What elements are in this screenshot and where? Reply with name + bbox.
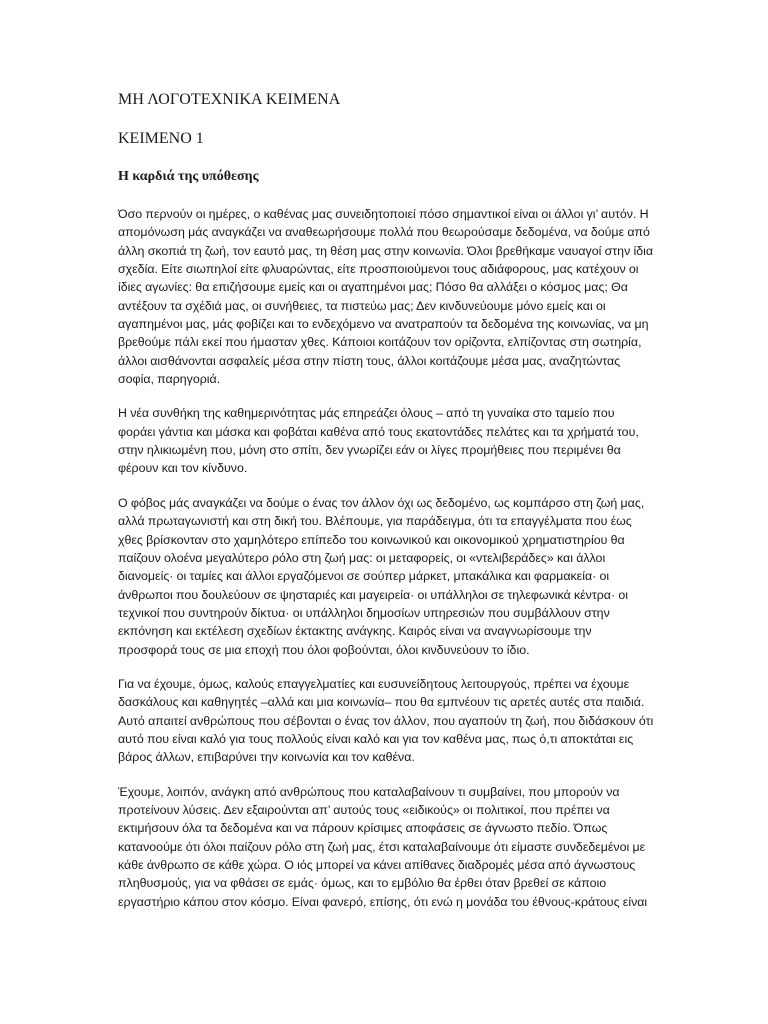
paragraph-4: Για να έχουμε, όμως, καλούς επαγγελματίες και ευσυνείδητους λειτουργούς, πρέπει να έχουμε δασκάλους και καθηγητές –αλλά και μια κοινωνία– που θα εμπνέουν τις αρετές αυτές στα παιδιά. Αυτό απαιτεί ανθρώπους που σέβονται ο ένας τον άλλον, που αγαπούν τη ζωή, που διδάσκουν ότι αυτό που είναι καλό για τους πολλούς είναι καλό και για τον καθένα μας, πως ό,τι αποκτάται εις βάρος άλλων, επιβαρύνει την κοινωνία και τον καθένα. <box>118 676 654 765</box>
document-title: ΜΗ ΛΟΓΟΤΕΧΝΙΚΑ ΚΕΙΜΕΝΑ <box>118 91 341 108</box>
paragraph-2: Η νέα συνθήκη της καθημερινότητας μάς επηρεάζει όλους – από τη γυναίκα στο ταμείο που φοράει γάντια και μάσκα και φοβάται καθένα από τους εκατοντάδες πελάτες και τα χρήματά του, στην ηλικιωμένη που, μόνη στο σπίτι, δεν γνωρίζει εάν οι λίγες προμήθειες που περιμένει θα φέρουν και τον κίνδυνο. <box>118 406 639 476</box>
document-page <box>118 82 654 911</box>
paragraph-3: Ο φόβος μάς αναγκάζει να δούμε ο ένας τον άλλον όχι ως δεδομένο, ως κομπάρσο στη ζωή μας, αλλά πρωταγωνιστή και στη δική του. Βλέπουμε, για παράδειγμα, ότι τα επαγγέλματα που έως χθες βρίσκονταν στο χαμηλότερο επίπεδο του κοινωνικού και οικονομικού χρηματιστηρίου θα παίζουν ολοένα μεγαλύτερο ρόλο στη ζωή μας: οι μεταφορείς, οι «ντελιβεράδες» και άλλοι διανομείς· οι ταμίες και άλλοι εργαζόμενοι σε σούπερ μάρκετ, μπακάλικα και φαρμακεία· οι άνθρωποι που δουλεύουν σε ψησταριές και μαγειρεία· οι υπάλληλοι σε τηλεφωνικά κέντρα· οι τεχνικοί που συντηρούν δίκτυα· οι υπάλληλοι δημοσίων υπηρεσιών που συμβάλλουν στην εκπόνηση και εκτέλεση σχεδίων έκτακτης ανάγκης. Καιρός είναι να αναγνωρίσουμε την προσφορά τους σε μια εποχή που όλοι φοβούνται, όλοι κινδυνεύουν το ίδιο. <box>118 495 645 657</box>
paragraph-5: Έχουμε, λοιπόν, ανάγκη από ανθρώπους που καταλαβαίνουν τι συμβαίνει, που μπορούν να προτείνουν λύσεις. Δεν εξαιρούνται απ’ αυτούς τους «ειδικούς» οι πολιτικοί, που πρέπει να εκτιμήσουν όλα τα δεδομένα και να πάρουν κρίσιμες αποφάσεις σε άγνωστο πεδίο. Όπως κατανοούμε ότι όλοι παίζουν ρόλο στη ζωή μας, έτσι καταλαβαίνουμε ότι είμαστε συνδεδεμένοι με κάθε άνθρωπο σε κάθε χώρα. Ο ιός μπορεί να κάνει απίθανες διαδρομές μέσα από άγνωστους πληθυσμούς, για να φθάσει σε εμάς· όμως, και το εμβόλιο θα έρθει όταν βρεθεί σε κάποιο εργαστήριο κάπου στον κόσμο. Είναι φανερό, επίσης, ότι ενώ η μονάδα του έθνους-κράτους είναι <box>118 784 648 909</box>
document-subtitle: ΚΕΙΜΕΝΟ 1 <box>118 130 204 147</box>
section-heading: Η καρδιά της υπόθεσης <box>118 169 259 184</box>
paragraph-1: Όσο περνούν οι ημέρες, ο καθένας μας συνειδητοποιεί πόσο σημαντικοί είναι οι άλλοι γι’ αυτόν. Η απομόνωση μάς αναγκάζει να αναθεωρήσουμε πολλά που θεωρούσαμε δεδομένα, να δούμε από άλλη σκοπιά τη ζωή, τον εαυτό μας, τη θέση μας στην κοινωνία. Όλοι βρεθήκαμε ναυαγοί στην ίδια σχεδία. Είτε σιωπηλοί είτε φλυαρώντας, είτε προσποιούμενοι τους αδιάφορους, μας κατέχουν οι ίδιες αγωνίες: θα επιζήσουμε εμείς και οι αγαπημένοι μας; Πόσο θα αλλάξει ο κόσμος μας; Θα αντέξουν τα σχέδιά μας, οι συνήθειες, τα πιστεύω μας; Δεν κινδυνεύουμε μόνο εμείς και οι αγαπημένοι μας, μάς φοβίζει και το ενδεχόμενο να ανατραπούν τα δεδομένα της κοινωνίας, να μη βρεθούμε πάλι εκεί που ήμασταν χθες. Κάποιοι κοιτάζουν τον ορίζοντα, ελπίζοντας στη σωτηρία, άλλοι αισθάνονται ασφαλείς μέσα στην πίστη τους, άλλοι κοιτάζουμε μέσα μας, αναζητώντας σοφία, παρηγοριά. <box>118 207 654 387</box>
